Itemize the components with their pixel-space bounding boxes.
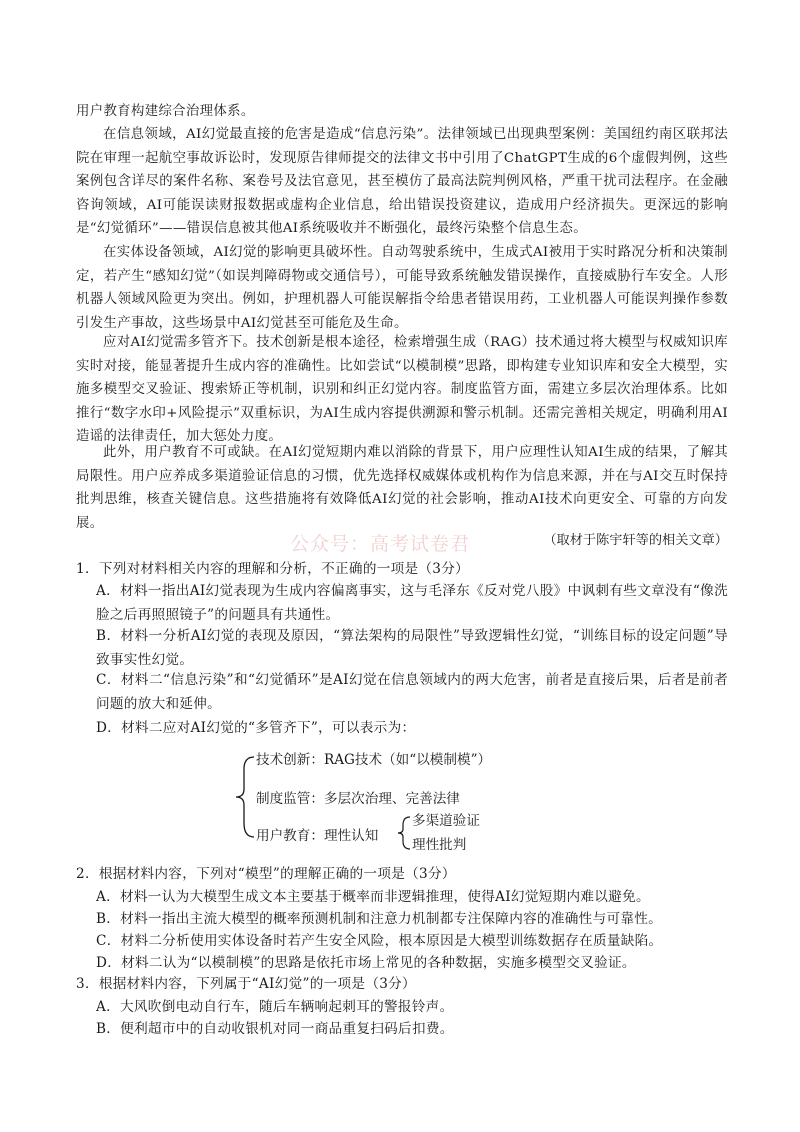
question-2-stem: 2．根据材料内容，下列对“模型”的理解正确的一项是（3分） — [76, 866, 456, 882]
question-1-option-a: A．材料一指出AI幻觉表现为生成内容偏离事实，这与毛泽东《反对党八股》中讽刺有些文章没有“像洗脸之后再照照镜子”的问题具有共通性。 — [96, 583, 728, 623]
outer-brace — [236, 757, 254, 837]
source-attribution: （取材于陈宇轩等的相关文章） — [543, 533, 728, 548]
diagram-tech-node: 技术创新：RAG技术（如“以模制模”） — [256, 752, 492, 768]
diagram-education-node: 用户教育：理性认知 — [256, 828, 379, 844]
question-2-option-a: A．材料一认为大模型生成文本主要基于概率而非逻辑推理，使得AI幻觉短期内难以避免。 — [96, 889, 650, 905]
diagram-regulation-node: 制度监管：多层次治理、完善法律 — [256, 791, 460, 807]
passage-paragraph-0: 用户教育构建综合治理体系。 — [76, 104, 255, 119]
question-1-option-d: D．材料二应对AI幻觉的“多管齐下”，可以表示为： — [96, 720, 416, 736]
question-1-stem: 1．下列对材料相关内容的理解和分析，不正确的一项是（3分） — [76, 561, 470, 577]
question-2-option-c: C．材料二分析使用实体设备时若产生安全风险，根本原因是大模型训练数据存在质量缺陷。 — [96, 933, 663, 949]
diagram-education-branch-b: 理性批判 — [412, 837, 467, 853]
watermark-text: 公众号：高考试卷君 — [290, 533, 471, 555]
passage-paragraph-1: 在信息领域，AI幻觉最直接的危害是造成“信息污染”。法律领域已出现典型案例：美国纽约南区联邦法院在审理一起航空事故诉讼时，发现原告律师提交的法律文书中引用了ChatGPT生成的6个虚假判例，这些案例包含详尽的案件名称、案卷号及法官意见，甚至模仿了最高法院判例风格，严重干扰司法程序。在金融咨询领域，AI可能误读财报数据或虚构企业信息，给出错误投资建议，造成用户经济损失。更深远的影响是“幻觉循环”——错误信息被其他AI系统吸收并不断强化，最终污染整个信息生态。 — [76, 127, 728, 237]
governance-diagram — [230, 745, 530, 855]
question-2-option-b: B．材料一指出主流大模型的概率预测机制和注意力机制都专注保障内容的准确性与可靠性。 — [96, 911, 663, 927]
passage-paragraph-4: 此外，用户教育不可或缺。在AI幻觉短期内难以消除的背景下，用户应理性认知AI生成的结果，了解其局限性。用户应养成多渠道验证信息的习惯，优先选择权威媒体或机构作为信息来源，并在与AI交互时保持批判思维，核查关键信息。这些措施将有效降低AI幻觉的社会影响，推动AI技术向更安全、可靠的方向发展。 — [76, 445, 728, 531]
passage-paragraph-3: 应对AI幻觉需多管齐下。技术创新是根本途径，检索增强生成（RAG）技术通过将大模型与权威知识库实时对接，能显著提升生成内容的准确性。比如尝试“以模制模”思路，即构建专业知识库和安全大模型，实施多模型交叉验证、搜索矫正等机制，识别和纠正幻觉内容。制度监管方面，需建立多层次治理体系。比如推行“数字水印+风险提示”双重标识，为AI生成内容提供溯源和警示机制。还需完善相关规定，明确利用AI造谣的法律责任，加大惩处力度。 — [76, 335, 728, 445]
question-3-option-a: A．大风吹倒电动自行车，随后车辆响起刺耳的警报铃声。 — [96, 999, 454, 1015]
diagram-education-branch-a: 多渠道验证 — [412, 813, 480, 829]
inner-brace — [398, 817, 410, 849]
question-3-stem: 3．根据材料内容，下列属于“AI幻觉”的一项是（3分） — [76, 976, 416, 992]
question-2-option-d: D．材料二认为“以模制模”的思路是依托市场上常见的各种数据，实施多模型交叉验证。 — [96, 955, 636, 971]
question-3-option-b: B．便利超市中的自动收银机对同一商品重复扫码后扣费。 — [96, 1021, 454, 1037]
passage-paragraph-2: 在实体设备领域，AI幻觉的影响更具破坏性。自动驾驶系统中，生成式AI被用于实时路况分析和决策制定，若产生“感知幻觉”（如误判障碍物或交通信号），可能导致系统触发错误操作，直接威胁行车安全。人形机器人领域风险更为突出。例如，护理机器人可能误解指令给患者错误用药，工业机器人可能误判操作参数引发生产事故，这些场景中AI幻觉甚至可能危及生命。 — [76, 245, 728, 331]
question-1-option-b: B．材料一分析AI幻觉的表现及原因，“算法架构的局限性”导致逻辑性幻觉，“训练目标的设定问题”导致事实性幻觉。 — [96, 628, 728, 668]
question-1-option-c: C．材料二“信息污染”和“幻觉循环”是AI幻觉在信息领域内的两大危害，前者是直接后果，后者是前者问题的放大和延伸。 — [96, 672, 728, 712]
